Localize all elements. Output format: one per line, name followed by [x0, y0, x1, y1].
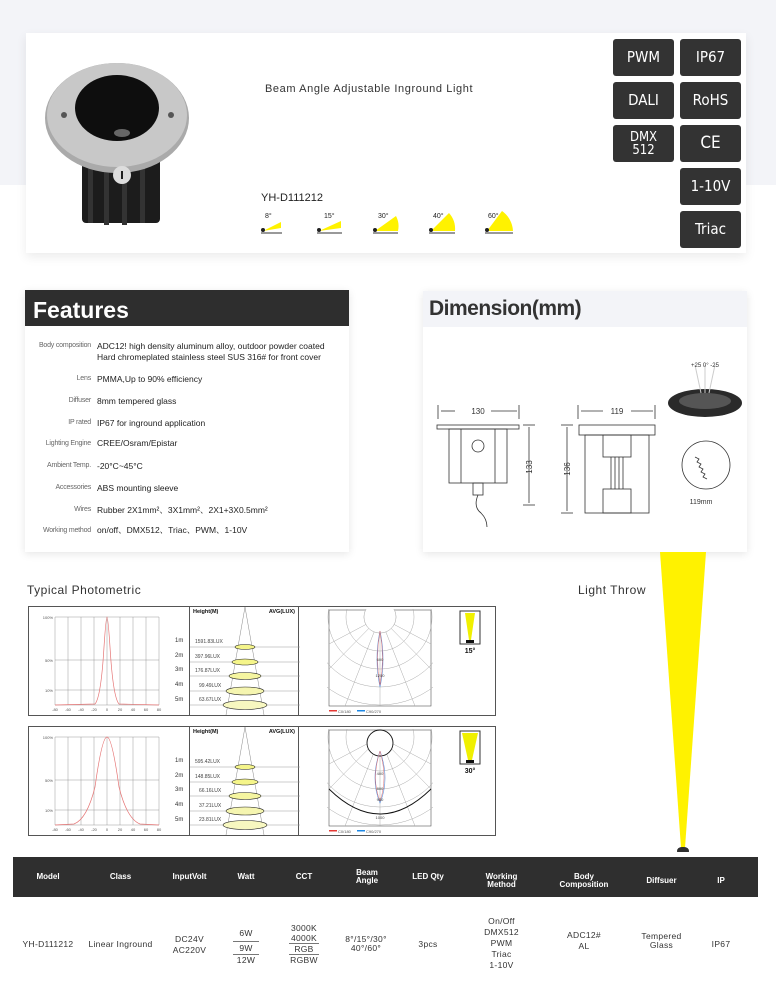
dimension-title: Dimension(mm)	[423, 291, 747, 327]
dimension-drawing	[423, 327, 747, 552]
svg-text:1000: 1000	[375, 815, 385, 820]
svg-text:80: 80	[156, 707, 162, 712]
col-led-qty: LED Qty	[412, 872, 444, 881]
col-watt: Watt	[237, 872, 255, 881]
beam-8-icon: 8°	[260, 211, 310, 241]
svg-text:100%: 100%	[42, 615, 53, 620]
badge-triac: Triac	[680, 211, 741, 248]
product-title: Beam Angle Adjustable Inground Light	[265, 83, 474, 95]
badge-1-10v: 1-10V	[680, 168, 741, 205]
spec-table-header	[13, 857, 758, 897]
svg-text:C0/180: C0/180	[338, 829, 351, 834]
polar-chart-30	[327, 729, 433, 835]
photometric-title: Typical Photometric	[27, 583, 142, 597]
beam-60-icon: 60°	[484, 211, 534, 241]
intensity-curve-15	[29, 607, 189, 715]
photometric-chart-30: 100% 50% 10% -80 -60 -40 -20 0 20 40 60 80 1m 2m 3m 4m 5m Height(M) AVG(LUX) 595.42LUX 148.85LUX 66.16LUX 37.21LUX 23.81LUX 400 800 900 1000 C0/180 C90/270 30°	[28, 726, 496, 836]
col-ip: IP	[717, 876, 725, 885]
beam-15-diagram	[459, 610, 483, 655]
svg-text:20: 20	[117, 827, 123, 832]
badge-dali: DALI	[613, 82, 674, 119]
svg-text:-80: -80	[52, 707, 58, 712]
light-throw-title: Light Throw	[578, 583, 646, 597]
svg-text:136: 136	[563, 462, 572, 476]
svg-text:10%: 10%	[44, 808, 53, 813]
lux-table-30: Height(M) AVG(LUX) 595.42LUX 148.85LUX 66.16LUX 37.21LUX 23.81LUX	[189, 727, 299, 835]
svg-text:-20: -20	[91, 827, 97, 832]
svg-text:+25 0° -25: +25 0° -25	[691, 363, 719, 369]
svg-text:20: 20	[117, 707, 123, 712]
badge-pwm: PWM	[613, 39, 674, 76]
svg-text:900: 900	[376, 797, 384, 802]
polar-chart-15	[327, 609, 433, 715]
col-input-volt: InputVolt	[172, 872, 207, 881]
intensity-curve-30	[29, 727, 189, 835]
svg-text:133: 133	[525, 460, 534, 474]
product-model: YH-D111212	[261, 192, 323, 204]
features-panel: Features Body composition ADC12! high density aluminum alloy, outdoor powder coated Hard chromeplated stainless steel SUS 316# for front cover Lens PMMA,Up to 90% efficiency Diffuser 8mm tempered glass IP rated IP67 for inground application Lighting Engine CREE/Osram/Epistar Ambient Temp. -20°C~45°C Accessories ABS mounting sleeve Wires Rubber 2X1mm²、3X1mm²、2X1+3X0.5mm² Working method on/off、DMX512、Triac、PWM、1-10V	[25, 290, 349, 552]
product-hero-card	[26, 33, 746, 253]
svg-text:-60: -60	[65, 707, 71, 712]
col-model: Model	[36, 872, 60, 881]
svg-text:15°: 15°	[464, 648, 476, 655]
features-title: Features	[25, 290, 349, 326]
product-image	[42, 53, 192, 233]
svg-text:100%: 100%	[42, 735, 53, 740]
beam-40-icon: 40°	[428, 211, 478, 241]
light-throw-beam	[658, 552, 708, 852]
svg-text:80: 80	[156, 827, 162, 832]
photometric-chart-15: 100% 50% 10% -80 -60 -40 -20 0 20 40 60 80 1m 2m 3m 4m 5m Height(M) AVG(LUX) 1591.83LUX 397.96LUX 176.87LUX 99.49LUX 63.67LUX 600 1200 C0/180 C90/270 15°	[28, 606, 496, 716]
svg-text:C0/180: C0/180	[338, 709, 351, 714]
svg-text:0: 0	[105, 827, 109, 832]
svg-text:-20: -20	[91, 707, 97, 712]
svg-text:0: 0	[105, 707, 109, 712]
svg-text:40: 40	[130, 827, 136, 832]
col-cct: CCT	[295, 872, 313, 881]
svg-text:119: 119	[610, 407, 624, 416]
svg-text:-60: -60	[65, 827, 71, 832]
dimension-panel	[423, 291, 747, 552]
badge-rohs: RoHS	[680, 82, 741, 119]
col-class: Class	[109, 872, 132, 881]
svg-text:C90/270: C90/270	[366, 709, 382, 714]
badge-ip67: IP67	[680, 39, 741, 76]
svg-text:-40: -40	[78, 827, 84, 832]
svg-text:130: 130	[471, 407, 485, 416]
svg-text:50%: 50%	[44, 658, 53, 663]
svg-text:C90/270: C90/270	[366, 829, 382, 834]
svg-text:60: 60	[143, 827, 149, 832]
lux-table-15: Height(M) AVG(LUX) 1591.83LUX 397.96LUX 176.87LUX 99.49LUX 63.67LUX	[189, 607, 299, 715]
svg-text:30°: 30°	[464, 768, 476, 775]
svg-text:119mm: 119mm	[689, 499, 713, 506]
svg-text:40: 40	[130, 707, 136, 712]
badge-dmx512: DMX 512	[613, 125, 674, 162]
beam-angle-icons	[260, 211, 530, 241]
beam-30-diagram	[459, 730, 483, 775]
svg-text:10%: 10%	[44, 688, 53, 693]
beam-15-icon: 15°	[316, 211, 366, 241]
svg-text:1200: 1200	[375, 673, 385, 678]
col-diffuser: Diffsuer	[646, 876, 677, 885]
svg-text:-80: -80	[52, 827, 58, 832]
col-beam-angle: Beam Angle	[355, 868, 379, 885]
svg-text:800: 800	[376, 786, 384, 791]
svg-text:60: 60	[143, 707, 149, 712]
col-body-composition: Body Composition	[559, 872, 609, 889]
beam-30-icon: 30°	[372, 211, 422, 241]
svg-text:600: 600	[376, 657, 384, 662]
col-working-method: Working Method	[485, 872, 518, 889]
badge-ce: CE	[680, 125, 741, 162]
svg-text:50%: 50%	[44, 778, 53, 783]
svg-text:-40: -40	[78, 707, 84, 712]
svg-text:400: 400	[376, 771, 384, 776]
